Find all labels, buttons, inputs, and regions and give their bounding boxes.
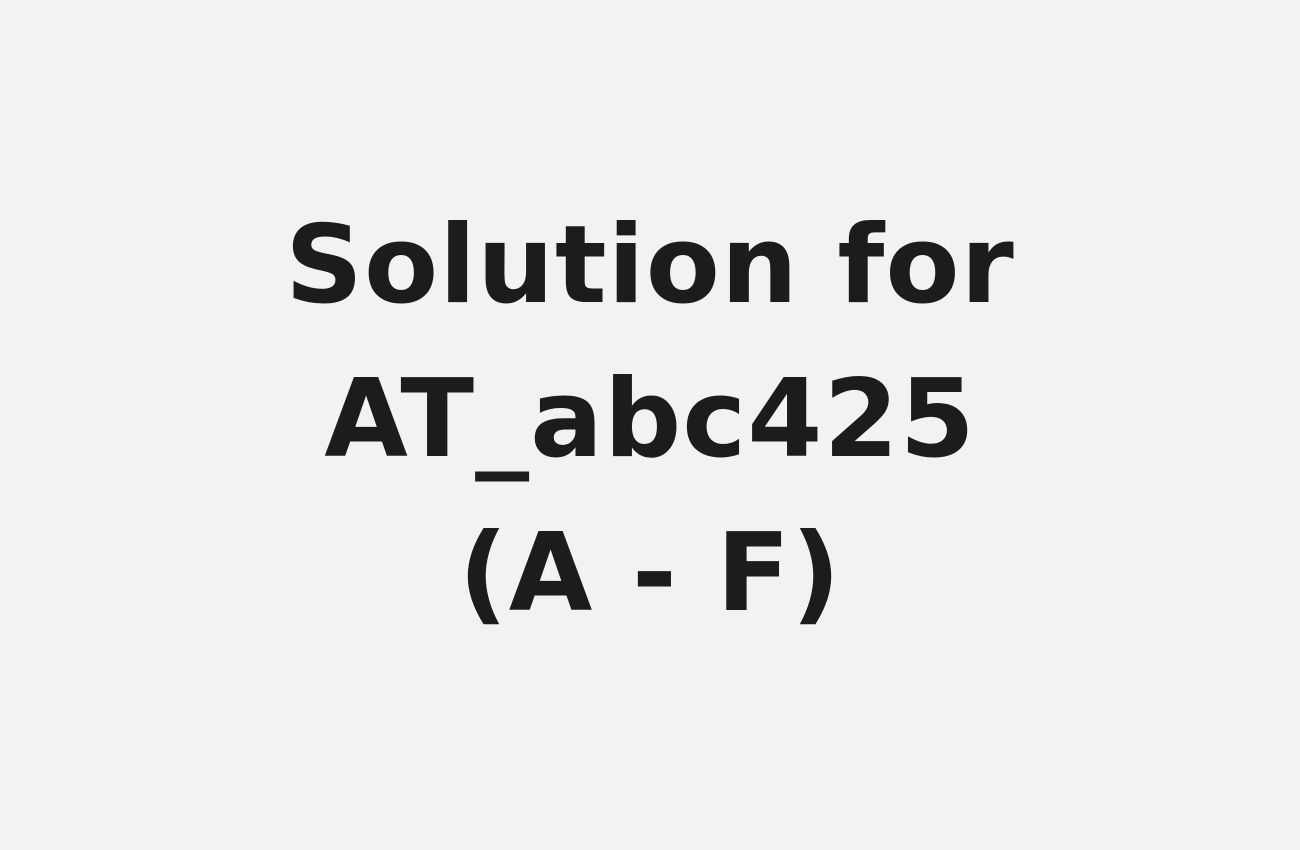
title-block <box>285 189 1015 651</box>
title-line-3: (A - F) <box>458 511 842 636</box>
title-line-2: AT_abc425 <box>324 357 976 482</box>
title-line-1: Solution for <box>285 203 1015 328</box>
